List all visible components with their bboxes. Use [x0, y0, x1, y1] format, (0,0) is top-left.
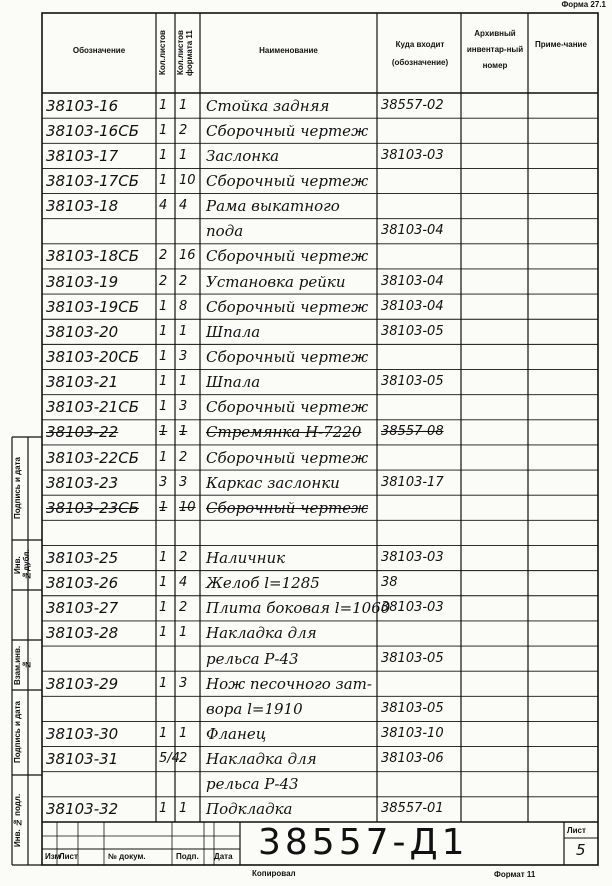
row-where-used: 38103-05	[381, 323, 444, 339]
row-name: Подкладка	[206, 800, 293, 819]
row-designation: 38103-19СБ	[46, 297, 139, 316]
row-sheets: 1	[159, 449, 168, 465]
row-name: Стойка задняя	[206, 96, 330, 115]
header-sheets: Кол.листов	[158, 30, 167, 76]
header-note: Приме-чание	[535, 40, 587, 49]
document-code: 38557-Д1	[258, 822, 469, 863]
row-name: Сборочный чертеж	[206, 347, 369, 366]
row-format-sheets: 2	[179, 600, 188, 616]
header-sheets-format: Кол.листов формата 11	[176, 30, 194, 76]
row-name: Рама выкатного	[206, 197, 340, 216]
footer-izm: Изм	[45, 852, 61, 861]
row-sheets: 1	[159, 575, 168, 591]
row-designation: 38103-21СБ	[46, 398, 139, 417]
row-designation: 38103-17	[46, 146, 119, 165]
copied-label: Копировал	[252, 869, 296, 878]
header-designation: Обозначение	[72, 46, 126, 55]
row-designation: 38103-30	[46, 725, 119, 744]
row-format-sheets: 8	[179, 298, 188, 314]
header-archive: Архивный инвентар-ный номер	[466, 29, 524, 70]
row-sheets: 1	[159, 675, 168, 691]
form-label: Форма 27.1	[561, 0, 606, 9]
row-designation: 38103-28	[46, 624, 119, 643]
sheet-label: Лист	[567, 826, 586, 835]
row-sheets: 2	[159, 248, 168, 264]
row-designation: 38103-20	[46, 322, 119, 341]
row-where-used: 38103-04	[381, 273, 444, 289]
row-name: Шпала	[206, 373, 261, 392]
footer-list: Лист	[59, 852, 78, 861]
row-name: Накладка для	[206, 750, 317, 769]
row-where-used: 38557-02	[381, 97, 444, 113]
row-designation: 38103-20СБ	[46, 347, 139, 366]
row-sheets: 1	[159, 122, 168, 138]
row-designation: 38103-29	[46, 674, 119, 693]
header-where-used: Куда входит (обозначение)	[391, 40, 449, 67]
row-where-used: 38103-05	[381, 374, 444, 390]
row-sheets: 3	[159, 474, 168, 490]
row-designation: 38103-18	[46, 197, 119, 216]
row-name: Сборочный чертеж	[206, 171, 369, 190]
row-format-sheets: 2	[179, 550, 188, 566]
row-where-used: 38103-05	[381, 650, 444, 666]
row-format-sheets: 1	[179, 625, 188, 641]
row-designation: 38103-31	[46, 750, 119, 769]
row-format-sheets: 3	[179, 399, 188, 415]
row-name: Сборочный чертеж	[206, 498, 369, 517]
side-podp-data-1: Подпись и дата	[13, 701, 22, 764]
row-where-used: 38103-04	[381, 223, 444, 239]
row-designation: 38103-23	[46, 473, 119, 492]
row-name: Сборочный чертеж	[206, 247, 369, 266]
row-where-used: 38103-17	[381, 474, 444, 490]
row-designation: 38103-19	[46, 272, 119, 291]
row-sheets: 4	[159, 198, 168, 214]
row-designation: 38103-32	[46, 800, 119, 819]
row-where-used: 38103-03	[381, 550, 444, 566]
row-name: пода	[206, 222, 244, 241]
row-sheets: 1	[159, 625, 168, 641]
row-name: Сборочный чертеж	[206, 398, 369, 417]
row-name: Шпала	[206, 322, 261, 341]
row-sheets: 1	[159, 499, 168, 515]
row-format-sheets: 4	[179, 198, 188, 214]
row-designation: 38103-17СБ	[46, 171, 139, 190]
row-designation: 38103-18СБ	[46, 247, 139, 266]
row-where-used: 38103-03	[381, 147, 444, 163]
row-format-sheets: 1	[179, 374, 188, 390]
row-name: Наличник	[206, 549, 286, 568]
row-name: рельса Р-43	[206, 775, 299, 794]
row-format-sheets: 1	[179, 97, 188, 113]
row-name: Накладка для	[206, 624, 317, 643]
row-format-sheets: 3	[179, 474, 188, 490]
row-format-sheets: 4	[179, 575, 188, 591]
side-vzam-inv: Взам.инв. №	[13, 645, 31, 685]
row-sheets: 1	[159, 424, 168, 440]
row-designation: 38103-16	[46, 96, 119, 115]
row-sheets: 1	[159, 147, 168, 163]
row-format-sheets: 10	[179, 499, 196, 515]
row-designation: 38103-26	[46, 574, 119, 593]
row-name: Фланец	[206, 725, 267, 744]
row-name: Желоб l=1285	[206, 574, 320, 593]
row-sheets: 1	[159, 600, 168, 616]
row-sheets: 1	[159, 801, 168, 817]
row-format-sheets: 1	[179, 424, 188, 440]
row-format-sheets: 16	[179, 248, 196, 264]
row-name: Заслонка	[206, 146, 280, 165]
row-format-sheets: 10	[179, 172, 196, 188]
row-designation: 38103-23СБ	[46, 498, 139, 517]
row-name: Сборочный чертеж	[206, 448, 369, 467]
row-format-sheets: 2	[179, 751, 188, 767]
row-sheets: 1	[159, 726, 168, 742]
row-designation: 38103-21	[46, 373, 119, 392]
row-where-used: 38557-08	[381, 424, 444, 440]
row-sheets: 1	[159, 399, 168, 415]
row-name: Сборочный чертеж	[206, 297, 369, 316]
row-designation: 38103-25	[46, 549, 119, 568]
format-label: Формат 11	[494, 870, 536, 879]
row-where-used: 38103-06	[381, 751, 444, 767]
row-name: рельса Р-43	[206, 649, 299, 668]
row-where-used: 38103-03	[381, 600, 444, 616]
row-sheets: 1	[159, 550, 168, 566]
row-format-sheets: 2	[179, 449, 188, 465]
row-where-used: 38557-01	[381, 801, 444, 817]
sheet-number: 5	[576, 841, 586, 859]
row-where-used: 38103-04	[381, 298, 444, 314]
row-format-sheets: 3	[179, 675, 188, 691]
row-sheets: 5/4	[159, 751, 180, 767]
side-inv-dubl: Инв. №дубл.	[13, 549, 31, 581]
row-format-sheets: 1	[179, 323, 188, 339]
row-name: Нож песочного зат-	[206, 674, 372, 693]
row-format-sheets: 1	[179, 726, 188, 742]
row-designation: 38103-27	[46, 599, 119, 618]
row-where-used: 38103-10	[381, 726, 444, 742]
row-sheets: 1	[159, 172, 168, 188]
row-format-sheets: 3	[179, 348, 188, 364]
row-name: Сборочный чертеж	[206, 121, 369, 140]
row-sheets: 1	[159, 97, 168, 113]
row-designation: 38103-22	[46, 423, 119, 442]
row-name: Стремянка Н-7220	[206, 423, 362, 442]
header-name: Наименование	[259, 46, 318, 55]
row-sheets: 1	[159, 298, 168, 314]
row-format-sheets: 1	[179, 801, 188, 817]
row-format-sheets: 2	[179, 273, 188, 289]
row-format-sheets: 2	[179, 122, 188, 138]
row-format-sheets: 1	[179, 147, 188, 163]
row-name: Установка рейки	[206, 272, 346, 291]
row-sheets: 1	[159, 323, 168, 339]
row-where-used: 38	[381, 575, 398, 591]
row-where-used: 38103-05	[381, 700, 444, 716]
footer-data: Дата	[214, 852, 233, 861]
row-sheets: 2	[159, 273, 168, 289]
footer-podp: Подп.	[176, 852, 199, 861]
row-sheets: 1	[159, 348, 168, 364]
row-name: Плита боковая l=1060	[206, 599, 391, 618]
side-inv-podl: Инв. № подл.	[13, 793, 22, 847]
row-designation: 38103-22СБ	[46, 448, 139, 467]
row-sheets: 1	[159, 374, 168, 390]
side-podp-data-2: Подпись и дата	[13, 457, 22, 520]
row-name: вора l=1910	[206, 699, 303, 718]
row-designation: 38103-16СБ	[46, 121, 139, 140]
footer-doc-no: № докум.	[108, 852, 146, 861]
row-name: Каркас заслонки	[206, 473, 340, 492]
